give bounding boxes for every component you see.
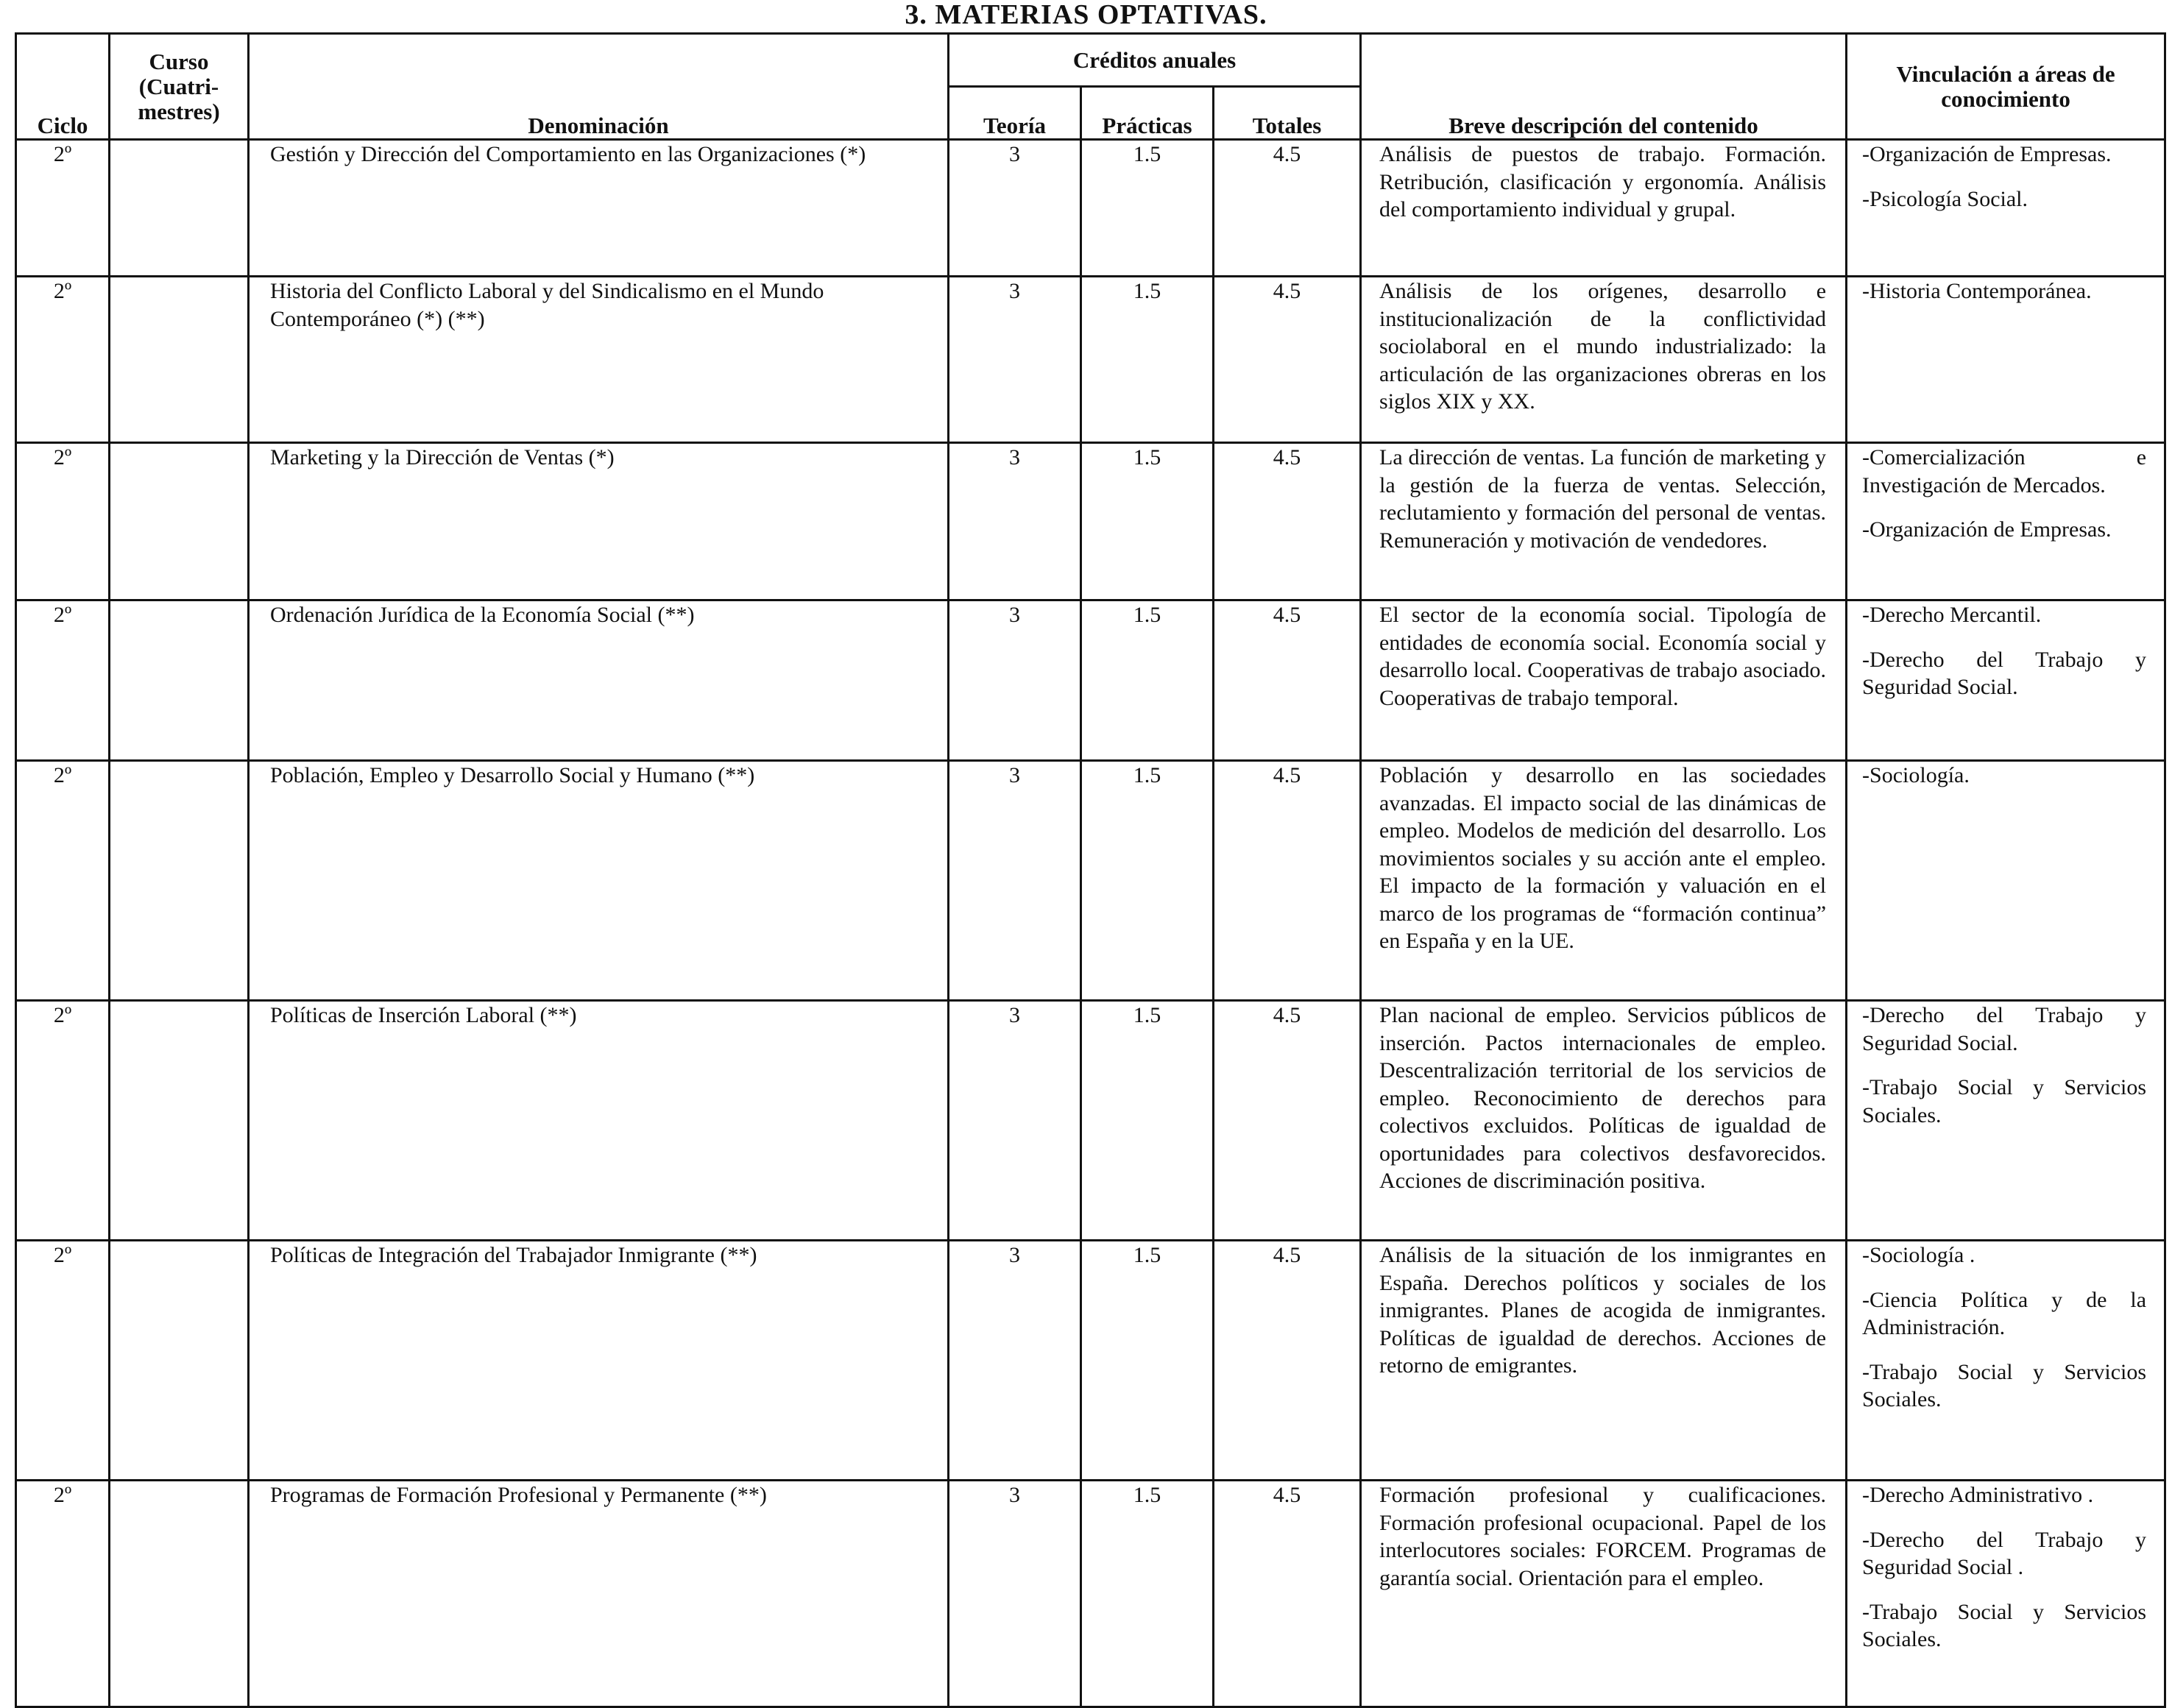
- cell-descripcion: Análisis de la situación de los inmigrantes en España. Derechos políticos y sociales de los inmigrantes. Planes de acogida de inmigrantes. Políticas de igualdad de derechos. Acciones de retorno de emigrantes.: [1361, 1241, 1847, 1481]
- cell-curso: [110, 1001, 249, 1241]
- knowledge-area: -Derecho del Trabajo y Seguridad Social.: [1862, 647, 2147, 699]
- knowledge-area: -Trabajo Social y Servicios Sociales.: [1862, 1599, 2147, 1651]
- cell-curso: [110, 443, 249, 600]
- cell-teoria: 3: [949, 1481, 1081, 1707]
- cell-totales: 4.5: [1214, 600, 1361, 761]
- cell-descripcion: La dirección de ventas. La función de marketing y la gestión de la fuerza de ventas. Selección, reclutamiento y formación del personal de ventas. Remuneración y motivación de vendedores.: [1361, 443, 1847, 600]
- cell-curso: [110, 1481, 249, 1707]
- header-ciclo: Ciclo: [16, 34, 110, 140]
- cell-totales: 4.5: [1214, 1481, 1361, 1707]
- cell-practicas: 1.5: [1081, 600, 1214, 761]
- cell-totales: 4.5: [1214, 761, 1361, 1001]
- cell-ciclo: 2º: [16, 443, 110, 600]
- table-row: [16, 140, 2165, 277]
- knowledge-area: -Psicología Social.: [1862, 186, 2028, 211]
- page-title: 3. MATERIAS OPTATIVAS.: [905, 0, 1267, 30]
- cell-denominacion: Marketing y la Dirección de Ventas (*): [249, 443, 949, 600]
- cell-curso: [110, 277, 249, 443]
- knowledge-area: -Ciencia Política y de la Administración.: [1862, 1287, 2147, 1339]
- cell-totales: 4.5: [1214, 1001, 1361, 1241]
- header-practicas: Prácticas: [1081, 87, 1214, 140]
- cell-ciclo: 2º: [16, 600, 110, 761]
- table-row: [16, 443, 2165, 600]
- cell-teoria: 3: [949, 1241, 1081, 1481]
- cell-descripcion: Análisis de los orígenes, desarrollo e institucionalización de la conflictividad sociolaboral en el mundo industrializado: la articulación de las organizaciones obreras en los siglos XIX y XX.: [1361, 277, 1847, 443]
- knowledge-area: -Derecho Mercantil.: [1862, 603, 2042, 627]
- cell-practicas: 1.5: [1081, 140, 1214, 277]
- cell-denominacion: Ordenación Jurídica de la Economía Social (**): [249, 600, 949, 761]
- cell-vinculacion: [1847, 1001, 2165, 1241]
- cell-vinculacion: [1847, 761, 2165, 1001]
- cell-ciclo: 2º: [16, 277, 110, 443]
- cell-practicas: 1.5: [1081, 761, 1214, 1001]
- cell-curso: [110, 761, 249, 1001]
- cell-totales: 4.5: [1214, 140, 1361, 277]
- cell-ciclo: 2º: [16, 1241, 110, 1481]
- table-row: [16, 1481, 2165, 1707]
- knowledge-area: -Trabajo Social y Servicios Sociales.: [1862, 1359, 2147, 1411]
- header-curso: Curso (Cuatri- mestres): [110, 34, 249, 140]
- cell-practicas: 1.5: [1081, 277, 1214, 443]
- cell-totales: 4.5: [1214, 1241, 1361, 1481]
- cell-curso: [110, 600, 249, 761]
- cell-denominacion: Políticas de Integración del Trabajador Inmigrante (**): [249, 1241, 949, 1481]
- cell-practicas: 1.5: [1081, 1241, 1214, 1481]
- cell-curso: [110, 1241, 249, 1481]
- cell-teoria: 3: [949, 140, 1081, 277]
- cell-teoria: 3: [949, 1001, 1081, 1241]
- cell-totales: 4.5: [1214, 443, 1361, 600]
- cell-ciclo: 2º: [16, 1001, 110, 1241]
- cell-teoria: 3: [949, 600, 1081, 761]
- header-totales: Totales: [1214, 87, 1361, 140]
- knowledge-area: -Trabajo Social y Servicios Sociales.: [1862, 1075, 2147, 1127]
- cell-practicas: 1.5: [1081, 1001, 1214, 1241]
- knowledge-area: -Comercialización e Investigación de Mercados.: [1862, 445, 2147, 497]
- header-teoria: Teoría: [949, 87, 1081, 140]
- cell-vinculacion: [1847, 277, 2165, 443]
- cell-vinculacion: [1847, 1481, 2165, 1707]
- cell-teoria: 3: [949, 443, 1081, 600]
- cell-ciclo: 2º: [16, 140, 110, 277]
- cell-practicas: 1.5: [1081, 443, 1214, 600]
- table-row: [16, 1001, 2165, 1241]
- table-row: [16, 761, 2165, 1001]
- cell-teoria: 3: [949, 277, 1081, 443]
- cell-denominacion: Población, Empleo y Desarrollo Social y Humano (**): [249, 761, 949, 1001]
- knowledge-area: -Sociología.: [1862, 763, 1970, 787]
- cell-descripcion: Formación profesional y cualificaciones. Formación profesional ocupacional. Papel de los interlocutores sociales: FORCEM. Programas de garantía social. Orientación para el empleo.: [1361, 1481, 1847, 1707]
- knowledge-area: -Organización de Empresas.: [1862, 517, 2112, 542]
- knowledge-area: -Derecho del Trabajo y Seguridad Social .: [1862, 1527, 2147, 1579]
- table-row: [16, 1241, 2165, 1481]
- knowledge-area: -Historia Contemporánea.: [1862, 279, 2092, 303]
- cell-vinculacion: [1847, 600, 2165, 761]
- cell-totales: 4.5: [1214, 277, 1361, 443]
- cell-denominacion: Políticas de Inserción Laboral (**): [249, 1001, 949, 1241]
- knowledge-area: -Sociología .: [1862, 1243, 1975, 1267]
- cell-practicas: 1.5: [1081, 1481, 1214, 1707]
- knowledge-area: -Organización de Empresas.: [1862, 142, 2112, 166]
- header-vinculacion: Vinculación a áreas de conocimiento: [1847, 34, 2165, 140]
- cell-curso: [110, 140, 249, 277]
- header-creditos-anuales: Créditos anuales: [949, 34, 1361, 87]
- knowledge-area: -Derecho Administrativo .: [1862, 1483, 2094, 1507]
- cell-descripcion: Análisis de puestos de trabajo. Formación. Retribución, clasificación y ergonomía. Análisis del comportamiento individual y grupal.: [1361, 140, 1847, 277]
- cell-vinculacion: [1847, 1241, 2165, 1481]
- cell-denominacion: Gestión y Dirección del Comportamiento en las Organizaciones (*): [249, 140, 949, 277]
- cell-descripcion: El sector de la economía social. Tipología de entidades de economía social. Economía social y desarrollo local. Cooperativas de trabajo asociado. Cooperativas de trabajo temporal.: [1361, 600, 1847, 761]
- cell-vinculacion: [1847, 443, 2165, 600]
- cell-descripcion: Población y desarrollo en las sociedades avanzadas. El impacto social de las dinámicas de empleo. Modelos de medición del desarrollo. Los movimientos sociales y su acción ante el empleo. El impacto de la formación y valuación en el marco de los programas de “formación continua” en España y en la UE.: [1361, 761, 1847, 1001]
- cell-ciclo: 2º: [16, 1481, 110, 1707]
- header-denominacion: Denominación: [249, 34, 949, 140]
- cell-denominacion: Programas de Formación Profesional y Permanente (**): [249, 1481, 949, 1707]
- cell-descripcion: Plan nacional de empleo. Servicios públicos de inserción. Pactos internacionales de empleo. Descentralización territorial de los servicios de empleo. Reconocimiento de derechos para colectivos excluidos. Políticas de igualdad de oportunidades para colectivos desfavorecidos. Acciones de discriminación positiva.: [1361, 1001, 1847, 1241]
- knowledge-area: -Derecho del Trabajo y Seguridad Social.: [1862, 1003, 2147, 1055]
- cell-denominacion: Historia del Conflicto Laboral y del Sindicalismo en el Mundo Contemporáneo (*) (**): [249, 277, 949, 443]
- cell-ciclo: 2º: [16, 761, 110, 1001]
- cell-teoria: 3: [949, 761, 1081, 1001]
- cell-vinculacion: [1847, 140, 2165, 277]
- header-descripcion: Breve descripción del contenido: [1361, 34, 1847, 140]
- table-row: [16, 277, 2165, 443]
- optional-subjects-table: [15, 32, 2166, 1708]
- table-row: [16, 600, 2165, 761]
